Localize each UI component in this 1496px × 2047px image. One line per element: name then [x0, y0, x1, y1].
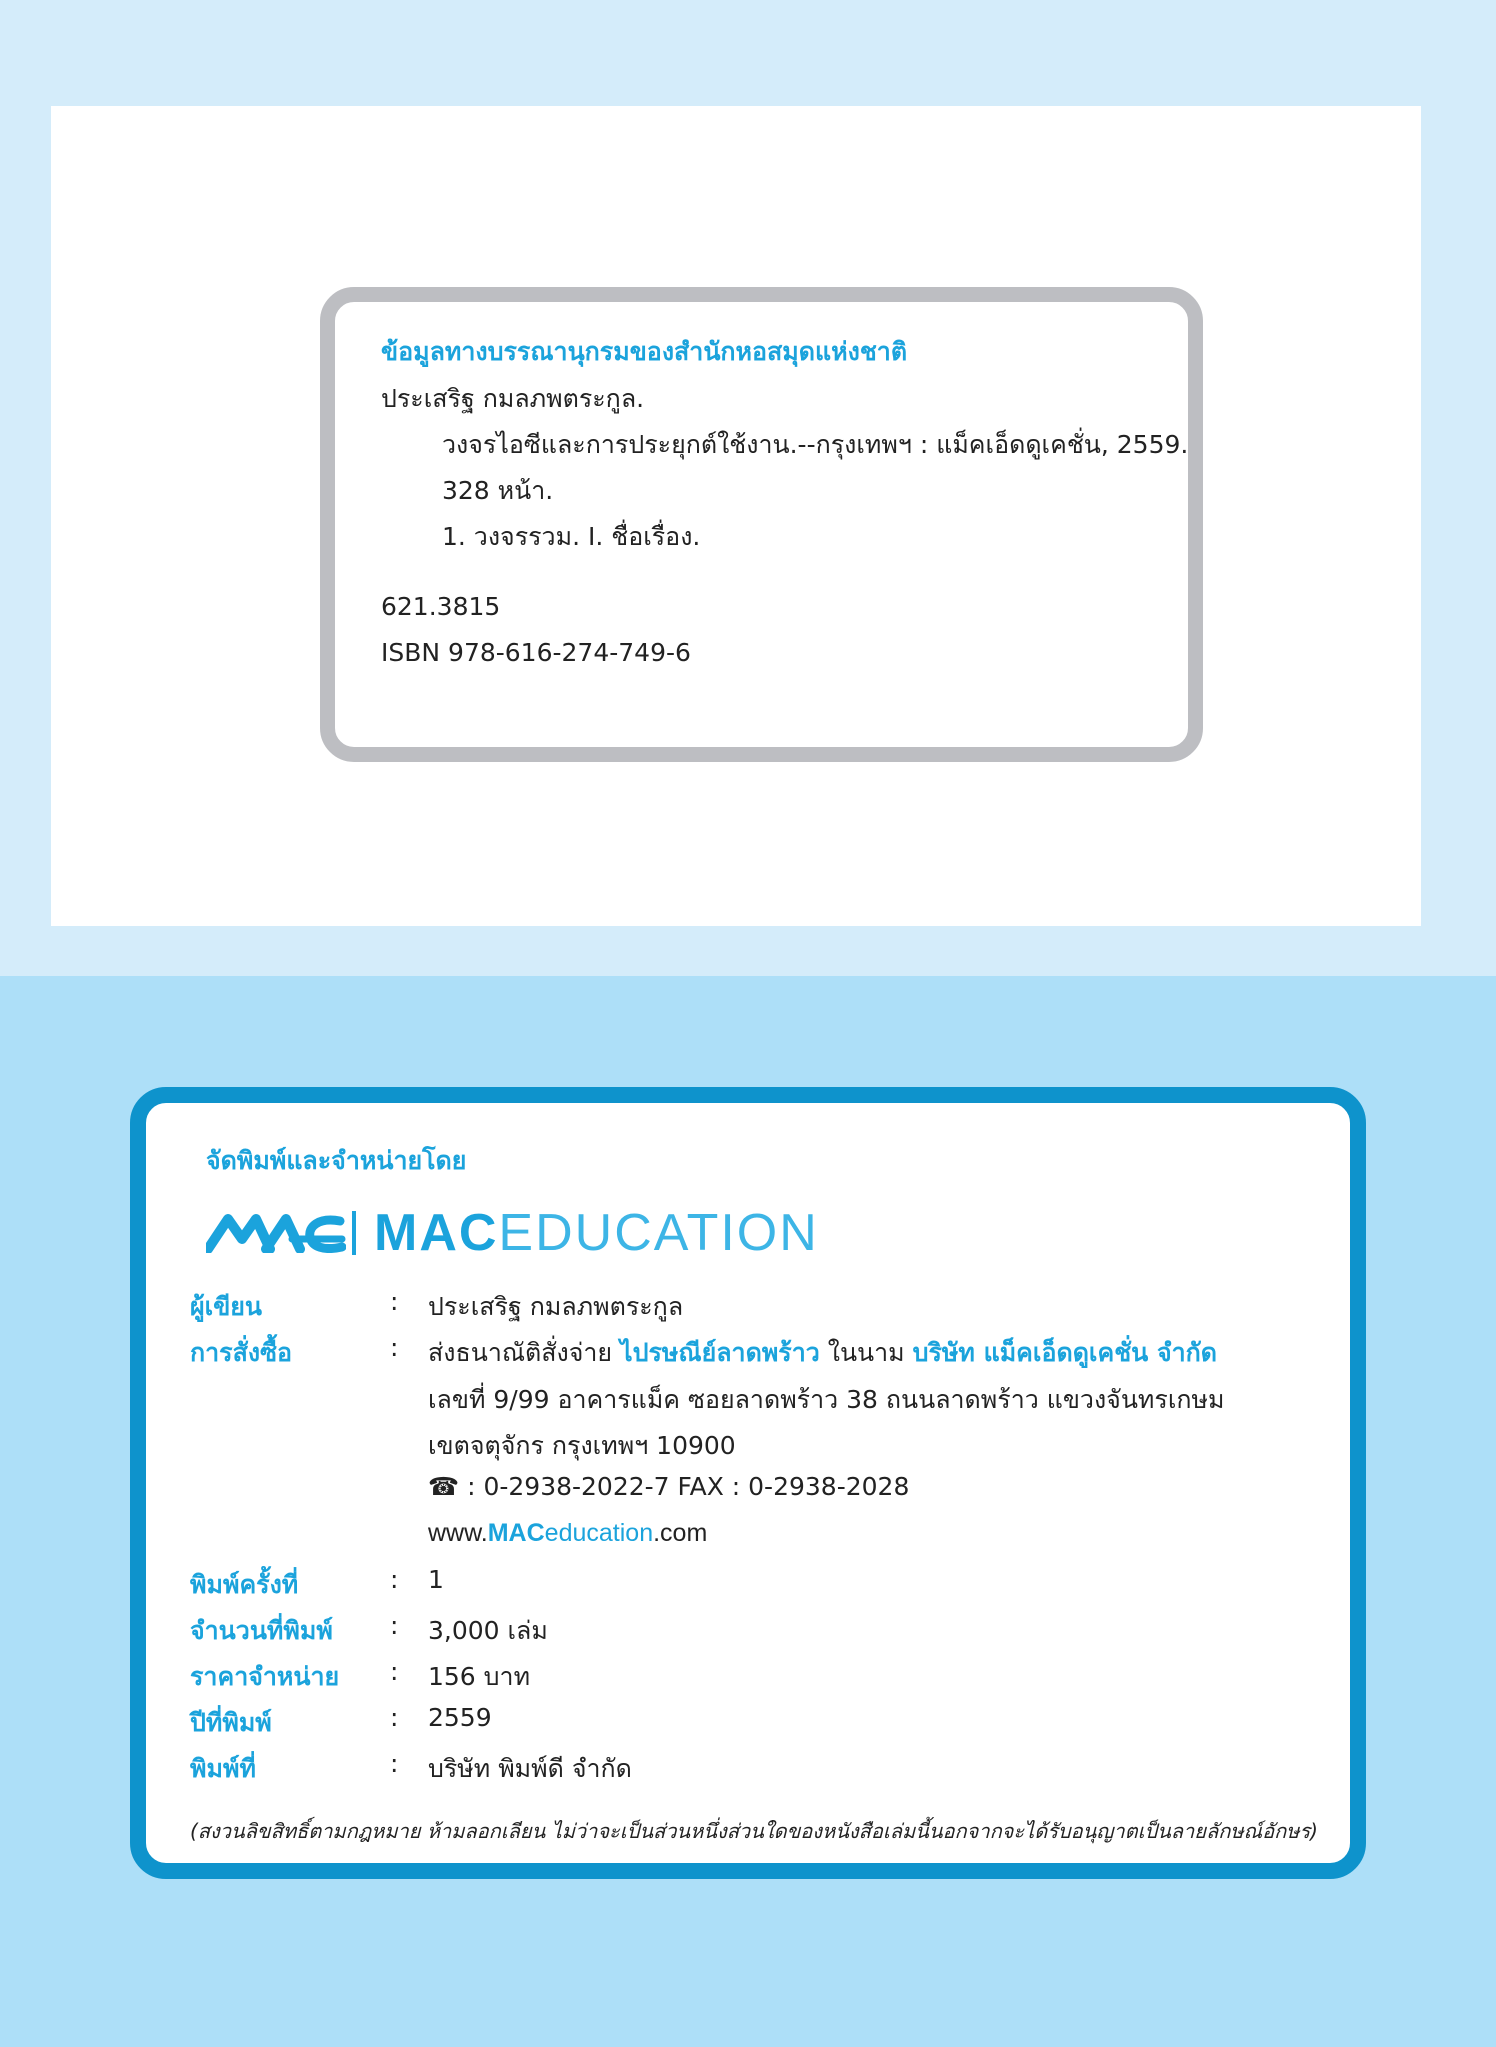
order-company: บริษัท แม็คเอ็ดดูเคชั่น จำกัด: [912, 1338, 1218, 1367]
mac-logo-mark-icon: [206, 1213, 346, 1253]
order-label: การสั่งซื้อ: [190, 1338, 293, 1367]
printer-label: พิมพ์ที่: [190, 1754, 256, 1783]
year-colon: :: [390, 1703, 399, 1732]
publisher-heading: จัดพิมพ์และจำหน่ายโดย: [206, 1146, 467, 1175]
author-value: ประเสริฐ กมลภพตระกูล: [428, 1292, 684, 1321]
order-prefix: ส่งธนาณัติสั่งจ่าย: [428, 1338, 621, 1367]
logo-brand-bold: MAC: [374, 1204, 499, 1262]
order-middle: ในนาม: [819, 1338, 913, 1367]
cip-author: ประเสริฐ กมลภพตระกูล.: [381, 384, 645, 413]
url-education: education: [544, 1519, 654, 1547]
telephone-icon: ☎: [428, 1472, 460, 1501]
edition-value: 1: [428, 1565, 444, 1594]
publisher-box: [130, 1087, 1366, 1879]
url-prefix: www.: [428, 1519, 488, 1547]
phone-fax-text: : 0-2938-2022-7 FAX : 0-2938-2028: [459, 1472, 910, 1501]
phone-fax: [428, 1472, 909, 1501]
logo-divider: [352, 1211, 356, 1255]
edition-label: พิมพ์ครั้งที่: [190, 1570, 299, 1599]
url-mac: MAC: [487, 1519, 545, 1547]
logo-brand-light: EDUCATION: [498, 1204, 819, 1262]
address-line-2: เขตจตุจักร กรุงเทพฯ 10900: [428, 1431, 736, 1460]
order-value: [428, 1333, 1217, 1373]
copies-label: จำนวนที่พิมพ์: [190, 1616, 333, 1645]
cip-book-title: วงจรไอซีและการประยุกต์ใช้งาน.--กรุงเทพฯ : แม็คเอ็ดดูเคชั่น, 2559.: [442, 430, 1189, 459]
url-suffix: .com: [653, 1519, 708, 1547]
edition-colon: :: [390, 1565, 399, 1594]
author-label: ผู้เขียน: [190, 1292, 263, 1321]
printer-value: บริษัท พิมพ์ดี จำกัด: [428, 1754, 632, 1783]
cip-title: ข้อมูลทางบรรณานุกรมของสำนักหอสมุดแห่งชาติ: [381, 337, 908, 366]
cip-pages: 328 หน้า.: [442, 476, 554, 505]
order-post-office: ไปรษณีย์ลาดพร้าว: [620, 1338, 820, 1367]
order-colon: :: [390, 1333, 399, 1362]
logo-wordmark: [374, 1203, 819, 1263]
cip-box: [320, 287, 1203, 762]
address-line-1: เลขที่ 9/99 อาคารแม็ค ซอยลาดพร้าว 38 ถนนลาดพร้าว แขวงจันทรเกษม: [428, 1385, 1225, 1414]
price-colon: :: [390, 1657, 399, 1686]
copyright-notice: (สงวนลิขสิทธิ์ตามกฎหมาย ห้ามลอกเลียน ไม่ว่าจะเป็นส่วนหนึ่งส่วนใดของหนังสือเล่มนี้นอกจากจะได้รับอนุญาตเป็นลายลักษณ์อักษร): [190, 1819, 1318, 1843]
cip-isbn: ISBN 978-616-274-749-6: [381, 638, 691, 667]
copies-colon: :: [390, 1611, 399, 1640]
cip-subject: 1. วงจรรวม. I. ชื่อเรื่อง.: [442, 522, 701, 551]
price-value: 156 บาท: [428, 1662, 531, 1691]
price-label: ราคาจำหน่าย: [190, 1662, 340, 1691]
copies-value: 3,000 เล่ม: [428, 1616, 548, 1645]
author-colon: :: [390, 1287, 399, 1316]
year-label: ปีที่พิมพ์: [190, 1708, 272, 1737]
year-value: 2559: [428, 1703, 492, 1732]
website-url[interactable]: [428, 1518, 707, 1548]
cip-class-number: 621.3815: [381, 592, 501, 621]
mac-education-logo: [206, 1203, 819, 1263]
printer-colon: :: [390, 1749, 399, 1778]
